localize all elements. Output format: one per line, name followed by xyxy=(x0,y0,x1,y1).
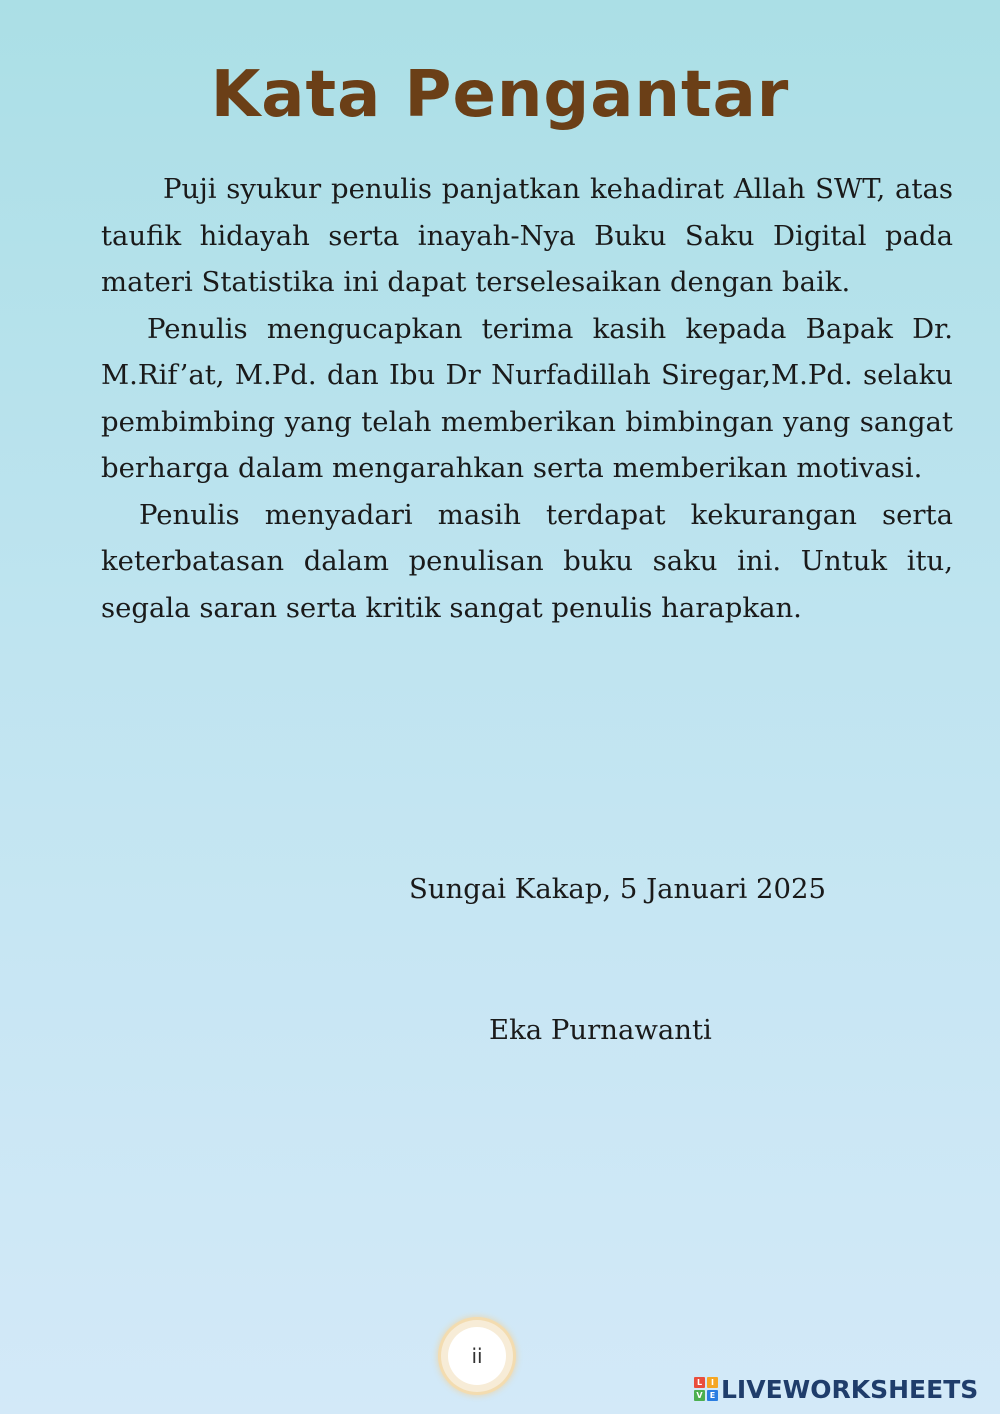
page-number-badge xyxy=(441,1320,513,1392)
watermark-text: LIVEWORKSHEETS xyxy=(721,1374,979,1404)
page-title: Kata Pengantar xyxy=(210,58,790,132)
liveworksheets-watermark[interactable] xyxy=(694,1374,978,1404)
liveworksheets-logo-icon xyxy=(694,1377,718,1401)
logo-letter-i: I xyxy=(707,1377,718,1388)
paragraph-gratitude: Puji syukur penulis panjatkan kehadirat Allah SWT, atas taufik hidayah serta inayah-Nya Buku Saku Digital pada materi Statistika ini dapat terselesaikan dengan baik. xyxy=(101,173,953,298)
paragraph-limitations: Penulis menyadari masih terdapat kekurangan serta keterbatasan dalam penulisan buku saku ini. Untuk itu, segala saran serta kritik sangat penulis harapkan. xyxy=(101,498,953,624)
paragraph-acknowledgement: Penulis mengucapkan terima kasih kepada Bapak Dr. M.Rif’at, M.Pd. dan Ibu Dr Nurfadillah Siregar,M.Pd. selaku pembimbing yang telah memberikan bimbingan yang sangat berharga dalam mengarahkan serta memberikan motivasi. xyxy=(101,312,953,484)
logo-letter-l: L xyxy=(694,1377,705,1388)
page-number: ii xyxy=(448,1327,506,1385)
author-name: Eka Purnawanti xyxy=(489,1014,712,1046)
logo-letter-v: V xyxy=(694,1390,705,1401)
preface-body xyxy=(101,166,953,631)
place-date: Sungai Kakap, 5 Januari 2025 xyxy=(409,873,827,905)
logo-letter-e: E xyxy=(707,1390,718,1401)
